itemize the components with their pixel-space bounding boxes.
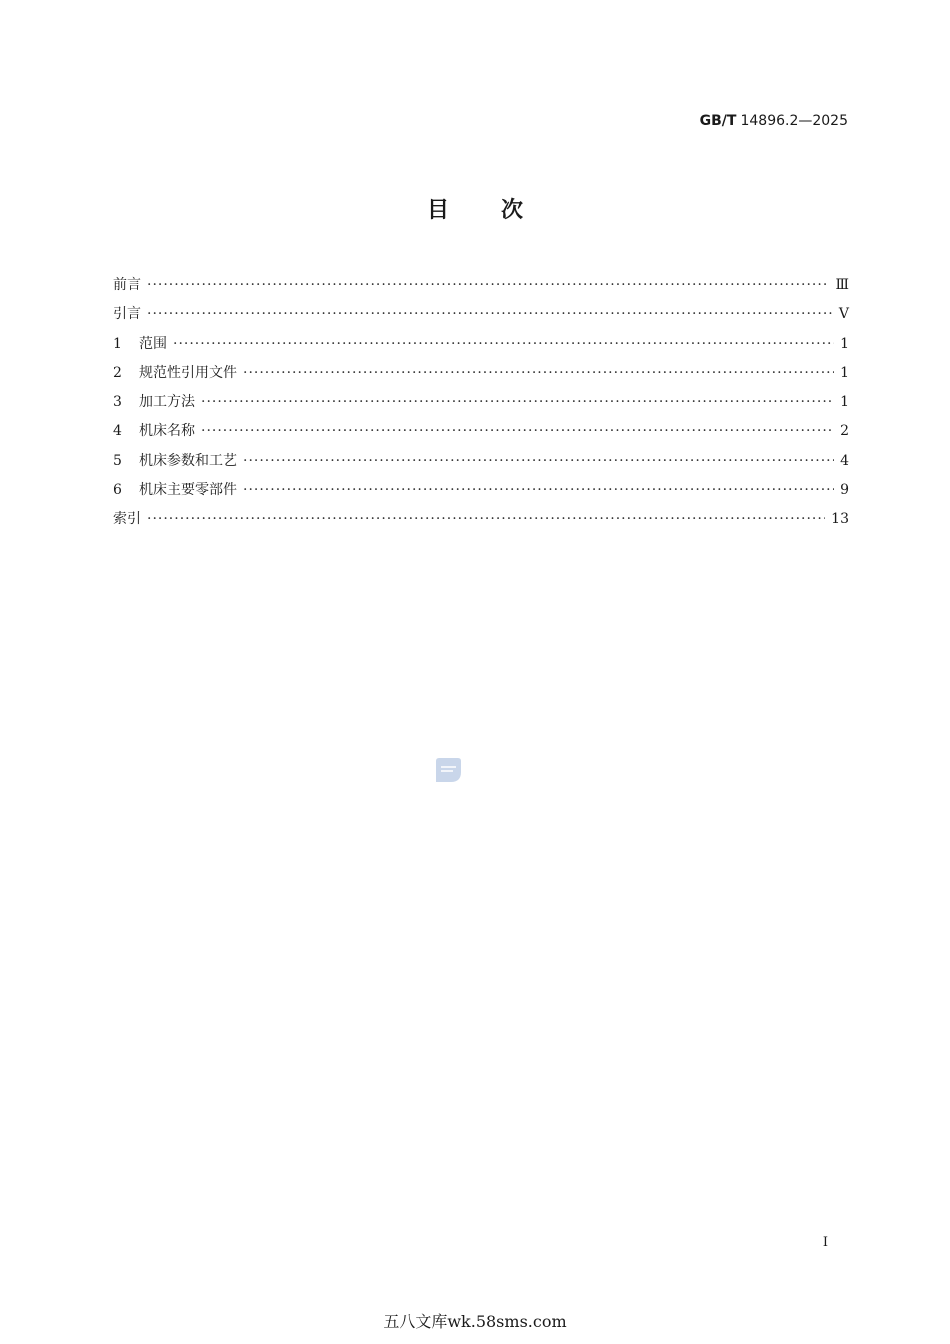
toc-leader: [147, 271, 829, 300]
toc-page-number: 4: [840, 452, 849, 469]
toc-leader: [201, 417, 834, 446]
table-of-contents: [113, 271, 849, 535]
toc-entry-scope[interactable]: [113, 330, 849, 359]
toc-leader: [147, 300, 833, 329]
toc-page-number: 1: [840, 364, 849, 381]
toc-label: 前言: [113, 277, 141, 293]
toc-page-number: 1: [840, 394, 849, 411]
toc-section-number: 3: [113, 394, 122, 411]
toc-entry-introduction[interactable]: [113, 300, 849, 329]
toc-section-number: 5: [113, 452, 122, 469]
toc-entry-foreword[interactable]: [113, 271, 849, 300]
toc-leader: [243, 476, 834, 505]
toc-section-number: 2: [113, 364, 122, 381]
toc-label: 机床名称: [139, 423, 195, 440]
toc-leader: [201, 388, 834, 417]
toc-section-number: 4: [113, 423, 122, 440]
toc-leader: [147, 505, 825, 534]
footer-watermark-text: 五八文库wk.58sms.com: [383, 1312, 567, 1331]
toc-entry-parameters-process[interactable]: [113, 447, 849, 476]
toc-label: 加工方法: [139, 394, 195, 411]
sac-logo-icon: [436, 758, 461, 782]
toc-label: 索引: [113, 511, 141, 528]
toc-label: 规范性引用文件: [139, 364, 237, 381]
standard-number: 14896.2—2025: [740, 113, 848, 129]
toc-page-number: 1: [840, 335, 849, 352]
page-title: 目次: [426, 198, 575, 223]
toc-label: 机床主要零部件: [139, 482, 237, 499]
toc-page-number: 9: [840, 482, 849, 499]
toc-section-number: 6: [113, 482, 122, 499]
toc-leader: [243, 447, 834, 476]
toc-page-number: Ⅴ: [838, 306, 849, 323]
toc-entry-main-components[interactable]: [113, 476, 849, 505]
toc-label: 范围: [139, 335, 167, 352]
toc-entry-index[interactable]: [113, 505, 849, 534]
toc-entry-normative-references[interactable]: [113, 359, 849, 388]
page-number: Ⅰ: [822, 1235, 828, 1250]
toc-leader: [173, 330, 834, 359]
standard-code: [700, 113, 848, 129]
toc-leader: [243, 359, 834, 388]
toc-page-number: 2: [840, 423, 849, 440]
toc-section-number: 1: [113, 335, 122, 352]
toc-entry-processing-methods[interactable]: [113, 388, 849, 417]
toc-page-number: Ⅲ: [835, 277, 849, 293]
standard-prefix: GB/T: [699, 113, 737, 129]
toc-page-number: 13: [831, 511, 849, 528]
toc-label: 引言: [113, 306, 141, 323]
toc-label: 机床参数和工艺: [139, 452, 237, 469]
toc-entry-machine-names[interactable]: [113, 417, 849, 446]
